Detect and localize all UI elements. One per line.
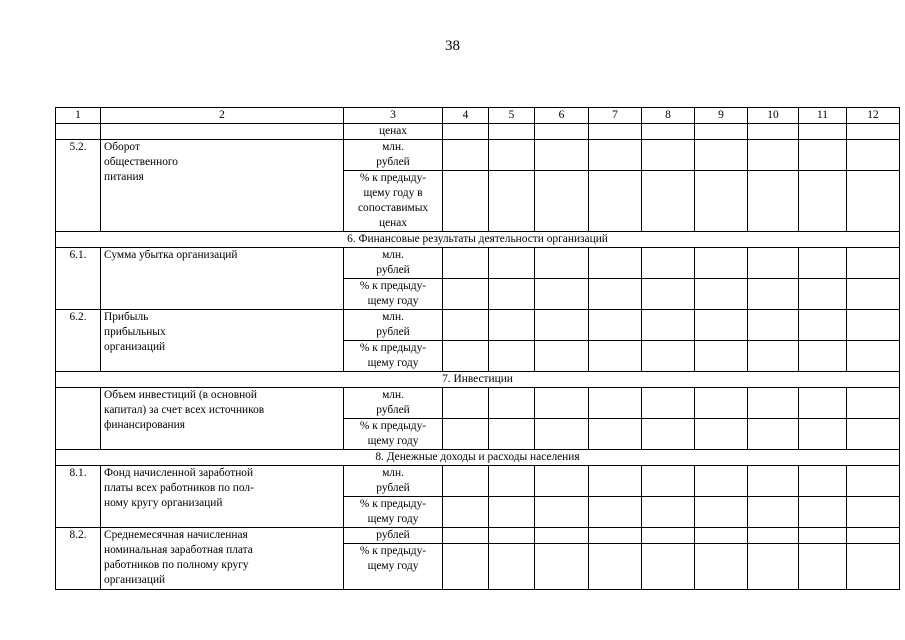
col-header: 5 [489, 108, 535, 124]
col-header: 7 [589, 108, 642, 124]
section-title: 6. Финансовые результаты деятельности организаций [56, 232, 900, 248]
unit-cell: млн. рублей [344, 140, 443, 171]
page-number: 38 [445, 38, 460, 54]
unit-cell: % к предыду- щему году [344, 419, 443, 450]
unit-cell: ценах [344, 124, 443, 140]
section-row [56, 372, 900, 388]
unit-cell: % к предыду- щему году [344, 497, 443, 528]
unit-cell: млн. рублей [344, 466, 443, 497]
col-header: 3 [344, 108, 443, 124]
indicator-name: Сумма убытка организаций [101, 248, 344, 310]
indicator-name: Среднемесячная начисленная номинальная заработная плата работников по полному кругу организаций [101, 528, 344, 590]
col-header: 12 [847, 108, 900, 124]
table-row [56, 528, 900, 544]
col-header: 1 [56, 108, 101, 124]
col-header: 10 [748, 108, 799, 124]
table-row [56, 124, 900, 140]
col-header: 6 [535, 108, 589, 124]
table-row [56, 248, 900, 279]
unit-cell: % к предыду- щему году в сопоставимых ценах [344, 171, 443, 232]
indicator-name: Фонд начисленной заработной платы всех работников по пол- ному кругу организаций [101, 466, 344, 528]
row-number [56, 388, 101, 450]
table-row [56, 310, 900, 341]
col-header: 4 [443, 108, 489, 124]
unit-cell: % к предыду- щему году [344, 341, 443, 372]
row-number: 8.2. [56, 528, 101, 590]
column-number-row [56, 108, 900, 124]
row-number: 5.2. [56, 140, 101, 232]
unit-cell: млн. рублей [344, 388, 443, 419]
section-row [56, 232, 900, 248]
col-header: 8 [642, 108, 695, 124]
section-title: 8. Денежные доходы и расходы населения [56, 450, 900, 466]
col-header: 9 [695, 108, 748, 124]
row-number: 8.1. [56, 466, 101, 528]
unit-cell: млн. рублей [344, 310, 443, 341]
row-number: 6.1. [56, 248, 101, 310]
row-number: 6.2. [56, 310, 101, 372]
table-row [56, 466, 900, 497]
section-title: 7. Инвестиции [56, 372, 900, 388]
indicator-name: Оборот общественного питания [101, 140, 344, 232]
unit-cell: % к предыду- щему году [344, 544, 443, 590]
unit-cell: млн. рублей [344, 248, 443, 279]
table-row [56, 140, 900, 171]
statistics-form-table [55, 107, 900, 590]
col-header: 2 [101, 108, 344, 124]
table-row [56, 388, 900, 419]
indicator-name: Объем инвестиций (в основной капитал) за счет всех источников финансирования [101, 388, 344, 450]
col-header: 11 [799, 108, 847, 124]
indicator-name: Прибыль прибыльных организаций [101, 310, 344, 372]
unit-cell: рублей [344, 528, 443, 544]
unit-cell: % к предыду- щему году [344, 279, 443, 310]
section-row [56, 450, 900, 466]
